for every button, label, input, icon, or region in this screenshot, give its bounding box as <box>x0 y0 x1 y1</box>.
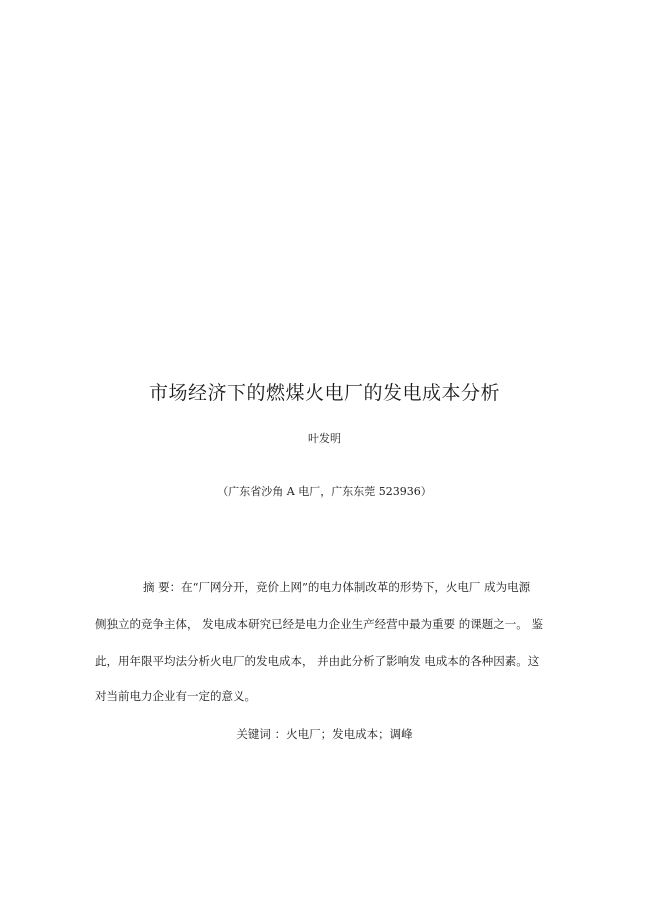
keywords: 关键词 ：火电厂；发电成本；调峰 <box>236 727 413 741</box>
author-name: 叶发明 <box>308 432 341 445</box>
abstract-line: 摘 要：在“厂网分开，竞价上网”的电力体制改革的形势下，火电厂 成为电源 <box>143 580 531 594</box>
author-affiliation: （广东省沙角 A 电厂，广东东莞 523936） <box>217 485 432 498</box>
paper-title: 市场经济下的燃煤火电厂的发电成本分析 <box>148 382 500 404</box>
abstract-line: 侧独立的竞争主体， 发电成本研究已经是电力企业生产经营中最为重要 的课题之一。 鉴 <box>95 617 543 631</box>
abstract-line: 对当前电力企业有一定的意义。 <box>95 689 256 703</box>
abstract-line: 此，用年限平均法分析火电厂的发电成本， 并由此分析了影响发 电成本的各种因素。这 <box>95 654 540 668</box>
